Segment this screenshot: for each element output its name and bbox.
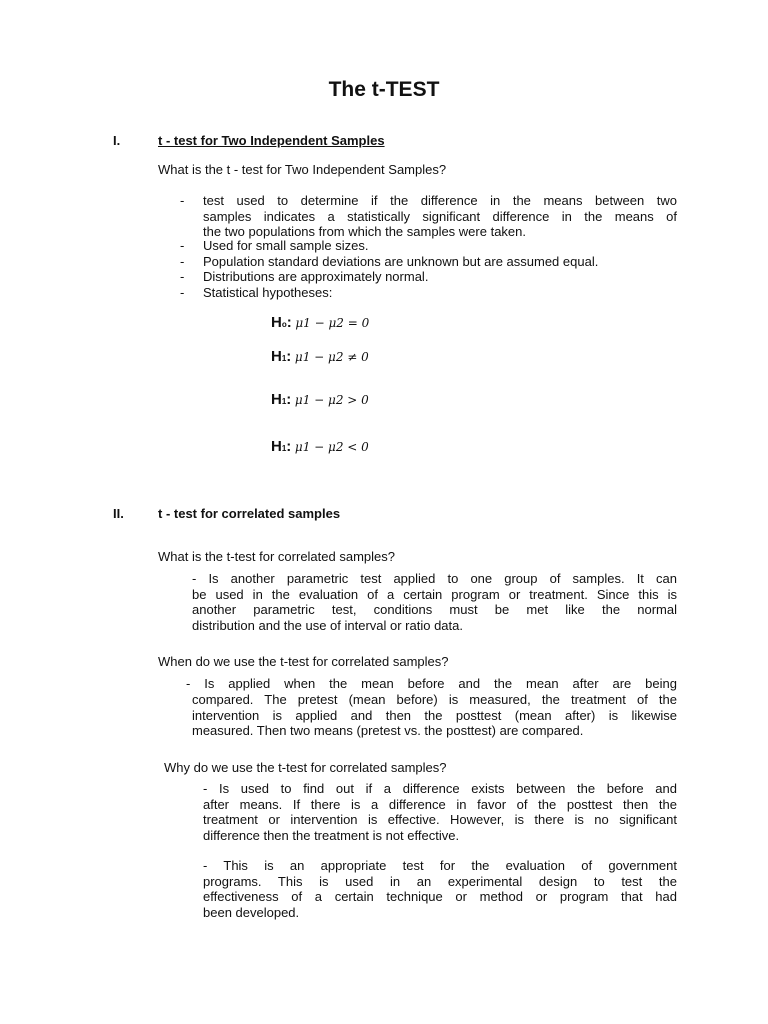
text-line: compared. The pretest (mean before) is measured, the treatment of the [192, 692, 677, 707]
text-line: be used in the evaluation of a certain program or treatment. Since this is [192, 586, 677, 602]
hypothesis-letter: H [271, 348, 282, 365]
bullet-dash: - [180, 238, 185, 253]
hypothesis-expression: μ1 − μ2 = 0 [295, 316, 370, 330]
bullet-dash: - [180, 254, 185, 269]
bullet-dash: - [180, 193, 185, 208]
answer-what [192, 571, 677, 633]
text-line: measured. Then two means (pretest vs. the posttest) are compared. [192, 723, 584, 738]
hypothesis-colon: : [286, 438, 292, 455]
hypothesis-letter: H [271, 314, 282, 331]
answer-why-2 [203, 858, 677, 920]
text-line: intervention is applied and then the posttest (mean after) is likewise [192, 707, 677, 723]
section-1-heading: t - test for Two Independent Samples [158, 133, 385, 148]
hypothesis-letter: H [271, 438, 282, 455]
alt-hypothesis-gt [271, 391, 369, 408]
text-line: treatment or intervention is effective. However, is there is no significant [203, 812, 677, 827]
hypothesis-letter: H [271, 391, 282, 408]
bullet-2-text: Used for small sample sizes. [203, 238, 369, 253]
section-2-heading: t - test for correlated samples [158, 506, 341, 521]
text-line: the two populations from which the samples were taken. [203, 224, 527, 239]
alt-hypothesis-ne [271, 348, 369, 365]
question-why: Why do we use the t-test for correlated samples? [164, 760, 447, 775]
hypothesis-subscript: 1 [281, 397, 287, 406]
page-title: The t-TEST [328, 78, 440, 101]
question-when: When do we use the t-test for correlated samples? [158, 654, 449, 669]
text-line: distribution and the use of interval or ratio data. [192, 617, 463, 633]
section-1-number: I. [113, 133, 121, 148]
text-line: programs. This is used in an experimental design to test the [203, 873, 677, 889]
text-line: test used to determine if the difference in the means between two [203, 193, 677, 208]
null-hypothesis [271, 314, 369, 331]
hypothesis-expression: μ1 − μ2 > 0 [294, 393, 369, 407]
hypothesis-colon: : [286, 314, 292, 331]
text-line: - Is applied when the mean before and the mean after are being [186, 676, 677, 691]
bullet-5-text: Statistical hypotheses: [203, 285, 333, 300]
text-line: effectiveness of a certain technique or method or program that had [203, 889, 677, 904]
hypothesis-expression: μ1 − μ2 < 0 [294, 440, 369, 454]
hypothesis-expression: μ1 − μ2 ≠ 0 [294, 350, 369, 364]
alt-hypothesis-lt [271, 438, 369, 455]
text-line: been developed. [203, 904, 300, 920]
text-line: - Is another parametric test applied to one group of samples. It can [192, 571, 677, 586]
section-2-number: II. [113, 506, 124, 521]
hypothesis-subscript: 1 [281, 354, 287, 363]
bullet-4-text: Distributions are approximately normal. [203, 269, 429, 284]
hypothesis-colon: : [286, 348, 292, 365]
bullet-dash: - [180, 285, 185, 300]
text-line: samples indicates a statistically significant difference in the means of [203, 208, 677, 224]
text-line: difference then the treatment is not effective. [203, 827, 460, 843]
bullet-dash: - [180, 269, 185, 284]
section-1-question: What is the t - test for Two Independent Samples? [158, 162, 447, 177]
hypothesis-subscript: o [281, 320, 287, 329]
answer-when [186, 676, 677, 692]
text-line: another parametric test, conditions must be met like the normal [192, 602, 677, 617]
question-what: What is the t-test for correlated samples? [158, 549, 395, 564]
hypothesis-colon: : [286, 391, 292, 408]
text-line: after means. If there is a difference in favor of the posttest then the [203, 796, 677, 812]
text-line: - Is used to find out if a difference exists between the before and [203, 781, 677, 796]
answer-why [203, 781, 677, 843]
hypothesis-subscript: 1 [281, 444, 287, 453]
text-line: - This is an appropriate test for the evaluation of government [203, 858, 677, 873]
answer-when-cont [192, 692, 677, 739]
bullet-3-text: Population standard deviations are unknown but are assumed equal. [203, 254, 599, 269]
bullet-1-text [203, 193, 677, 240]
